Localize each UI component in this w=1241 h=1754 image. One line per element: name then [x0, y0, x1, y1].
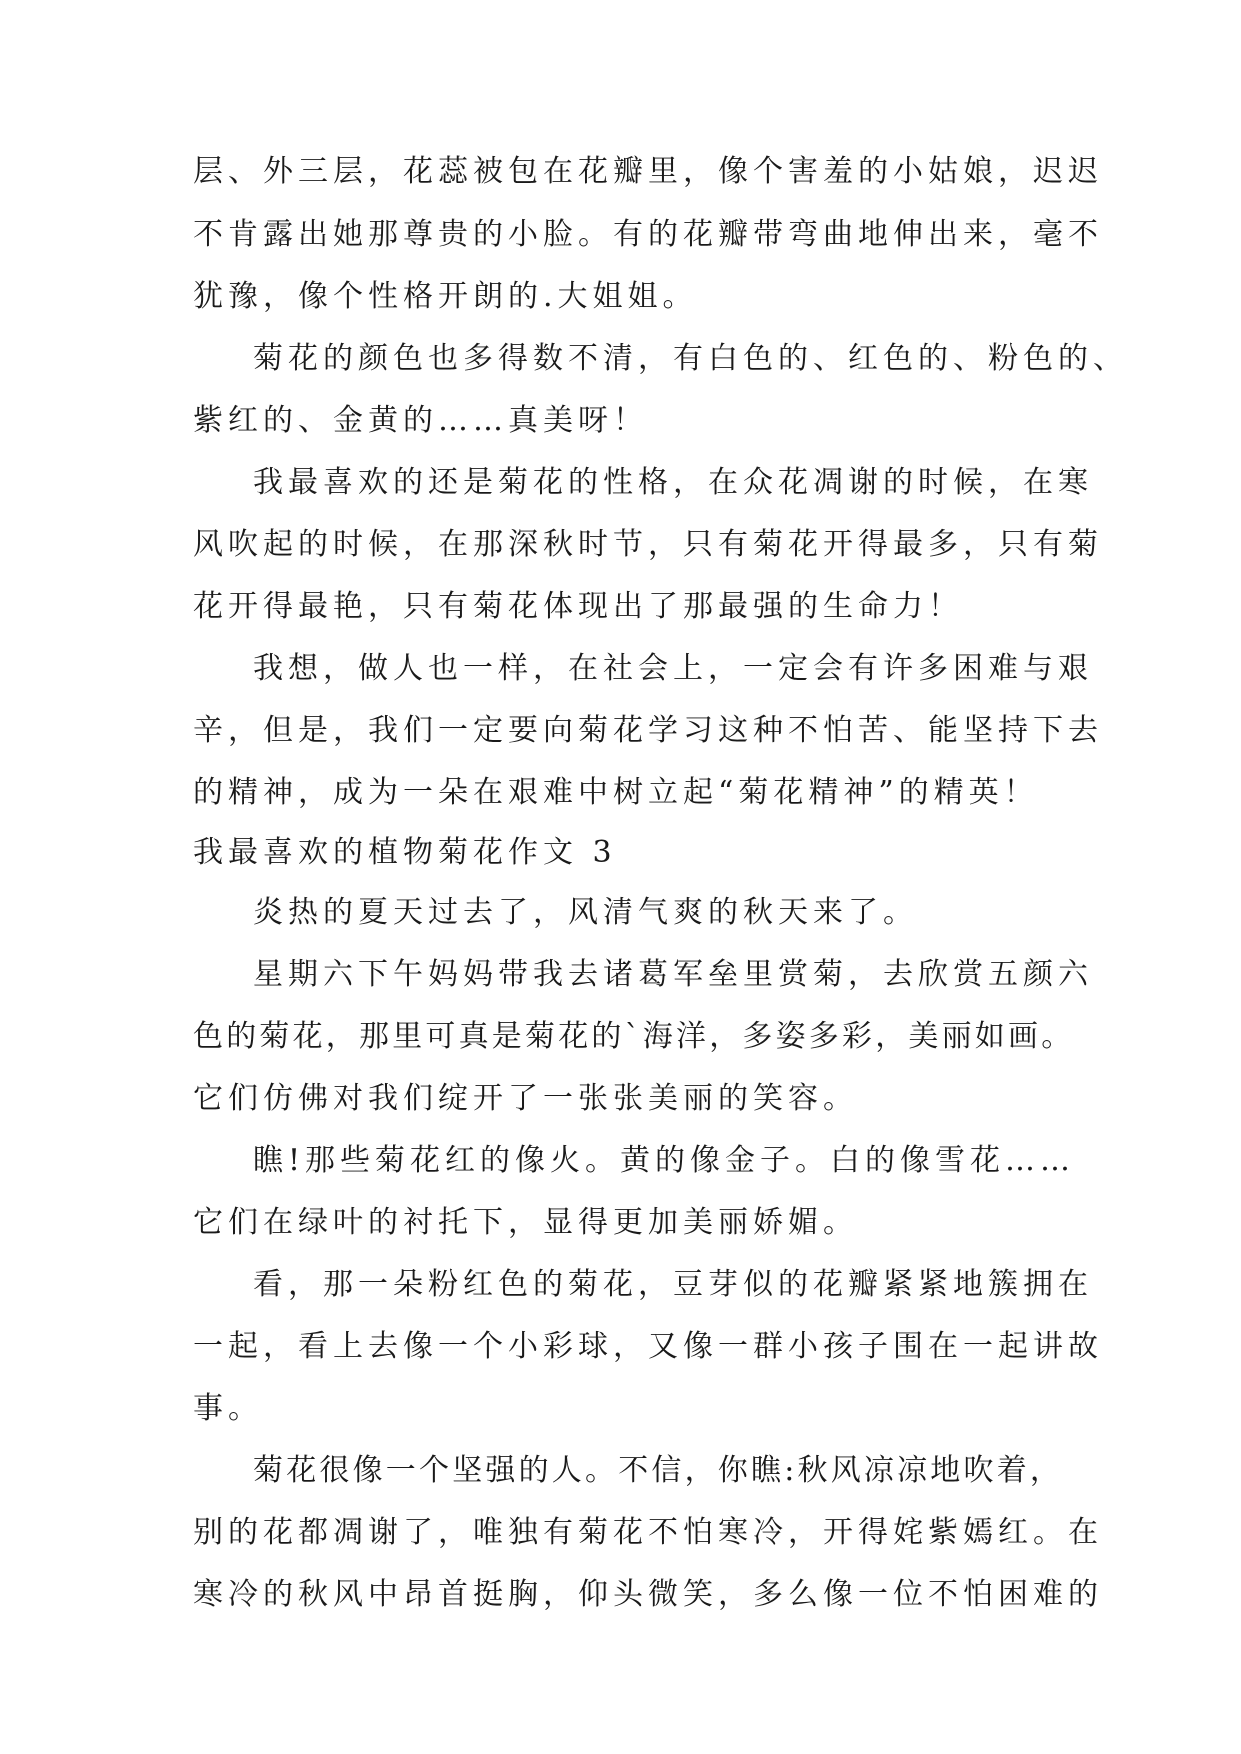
text-line: 花开得最艳，只有菊花体现出了那最强的生命力！: [193, 589, 963, 624]
text-line: 不肯露出她那尊贵的小脸。有的花瓣带弯曲地伸出来，毫不: [193, 217, 1103, 252]
paragraph-first-line: 我最喜欢的还是菊花的性格，在众花凋谢的时候，在寒: [253, 465, 1093, 500]
paragraph-first-line: 炎热的夏天过去了，风清气爽的秋天来了。: [253, 895, 918, 930]
paragraph-first-line: 星期六下午妈妈带我去诸葛军垒里赏菊，去欣赏五颜六: [253, 957, 1093, 992]
text-line: 它们在绿叶的衬托下，显得更加美丽娇媚。: [193, 1205, 858, 1240]
text-line: 别的花都凋谢了，唯独有菊花不怕寒冷，开得姹紫嫣红。在: [193, 1515, 1103, 1550]
paragraph-first-line: 看，那一朵粉红色的菊花，豆芽似的花瓣紧紧地簇拥在: [253, 1267, 1093, 1302]
paragraph-first-line: 我想，做人也一样，在社会上，一定会有许多困难与艰: [253, 651, 1093, 686]
section-heading: 我最喜欢的植物菊花作文 3: [193, 835, 617, 870]
text-line: 一起，看上去像一个小彩球，又像一群小孩子围在一起讲故: [193, 1329, 1103, 1364]
text-line: 辛，但是，我们一定要向菊花学习这种不怕苦、能坚持下去: [193, 713, 1103, 748]
text-line: 它们仿佛对我们绽开了一张张美丽的笑容。: [193, 1081, 858, 1116]
text-line: 风吹起的时候，在那深秋时节，只有菊花开得最多，只有菊: [193, 527, 1103, 562]
text-line: 紫红的、金黄的……真美呀！: [193, 403, 648, 438]
text-line: 的精神，成为一朵在艰难中树立起“菊花精神”的精英！: [193, 775, 1039, 810]
text-line: 事。: [193, 1391, 263, 1426]
text-line: 犹豫，像个性格开朗的.大姐姐。: [193, 279, 698, 314]
paragraph-first-line: 瞧!那些菊花红的像火。黄的像金子。白的像雪花……: [253, 1143, 1076, 1178]
paragraph-first-line: 菊花的颜色也多得数不清，有白色的、红色的、粉色的、: [253, 341, 1128, 376]
text-line: 色的菊花，那里可真是菊花的`海洋，多姿多彩，美丽如画。: [193, 1019, 1075, 1054]
paragraph-first-line: 菊花很像一个坚强的人。不信，你瞧:秋风凉凉地吹着，: [253, 1453, 1064, 1488]
text-line: 寒冷的秋风中昂首挺胸，仰头微笑，多么像一位不怕困难的: [193, 1577, 1103, 1612]
text-line: 层、外三层，花蕊被包在花瓣里，像个害羞的小姑娘，迟迟: [193, 154, 1103, 189]
